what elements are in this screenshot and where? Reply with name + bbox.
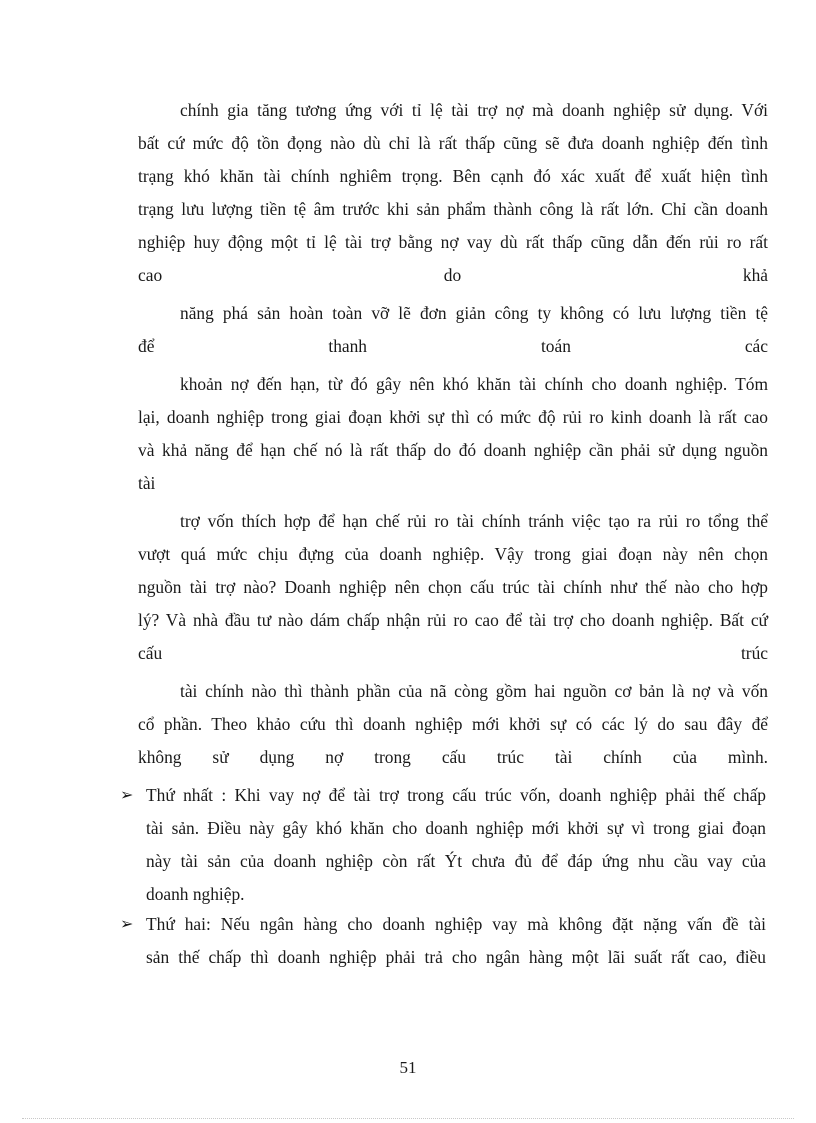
- text-line: khoản nợ đến hạn, từ đó gây nên khó khăn tài chính cho doanh nghiệp. Tóm: [180, 374, 768, 394]
- text-line: năng phá sản hoàn toàn vỡ lẽ đơn giản công ty không có lưu lượng tiền tệ: [180, 303, 768, 323]
- arrow-bullet-icon: ➢: [120, 914, 134, 933]
- text-line: để thanh toán các: [138, 336, 768, 356]
- text-line: nguồn tài trợ nào? Doanh nghiệp nên chọn cấu trúc tài chính như thế nào cho hợp: [138, 577, 768, 597]
- arrow-bullet-icon: ➢: [120, 785, 134, 804]
- page-number: 51: [399, 1058, 417, 1077]
- text-line: lý? Và nhà đầu tư nào dám chấp nhận rủi ro cao để tài trợ cho doanh nghiệp. Bất cứ: [138, 610, 768, 630]
- text-line: tài: [138, 473, 156, 493]
- text-line: chính gia tăng tương ứng với tỉ lệ tài trợ nợ mà doanh nghiệp sử dụng. Với: [180, 100, 768, 120]
- text-line: tài chính nào thì thành phần của nã còng gồm hai nguồn cơ bản là nợ và vốn: [180, 681, 768, 701]
- bullet-item-line: sản thế chấp thì doanh nghiệp phải trả cho ngân hàng một lãi suất rất cao, điều: [146, 947, 766, 967]
- page-bottom-divider: [22, 1118, 794, 1119]
- text-line: trợ vốn thích hợp để hạn chế rủi ro tài chính tránh việc tạo ra rủi ro tổng thể: [180, 511, 768, 531]
- bullet-item-line: tài sản. Điều này gây khó khăn cho doanh nghiệp mới khởi sự vì trong giai đoạn: [146, 818, 766, 838]
- bullet-item-line: Thứ hai: Nếu ngân hàng cho doanh nghiệp vay mà không đặt nặng vấn đề tài: [146, 914, 766, 934]
- text-line: cao do khả: [138, 265, 768, 285]
- text-line: cấu trúc: [138, 643, 768, 663]
- bullet-item-line: doanh nghiệp.: [146, 884, 245, 904]
- text-line: và khả năng để hạn chế nó là rất thấp do đó doanh nghiệp cần phải sử dụng nguồn: [138, 440, 768, 460]
- text-line: vượt quá mức chịu đựng của doanh nghiệp. Vậy trong giai đoạn này nên chọn: [138, 544, 768, 564]
- bullet-item-line: này tài sản của doanh nghiệp còn rất Ýt chưa đủ để đáp ứng nhu cầu vay của: [146, 851, 766, 871]
- text-line: không sử dụng nợ trong cấu trúc tài chính của mình.: [138, 747, 768, 767]
- text-line: cổ phần. Theo khảo cứu thì doanh nghiệp mới khởi sự có các lý do sau đây để: [138, 714, 768, 734]
- text-line: lại, doanh nghiệp trong giai đoạn khởi sự thì có mức độ rủi ro kinh doanh là rất cao: [138, 407, 768, 427]
- text-line: bất cứ mức độ tồn đọng nào dù chỉ là rất thấp cũng sẽ đưa doanh nghiệp đến tình: [138, 133, 768, 153]
- text-line: trạng khó khăn tài chính nghiêm trọng. Bên cạnh đó xác xuất để xuất hiện tình: [138, 166, 768, 186]
- text-line: trạng lưu lượng tiền tệ âm trước khi sản phẩm thành công là rất lớn. Chỉ cần doanh: [138, 199, 768, 219]
- bullet-item-line: Thứ nhất : Khi vay nợ để tài trợ trong cấu trúc vốn, doanh nghiệp phải thế chấp: [146, 785, 766, 805]
- text-line: nghiệp huy động một tỉ lệ tài trợ bằng nợ vay dù rất thấp cũng dẫn đến rủi ro rất: [138, 232, 768, 252]
